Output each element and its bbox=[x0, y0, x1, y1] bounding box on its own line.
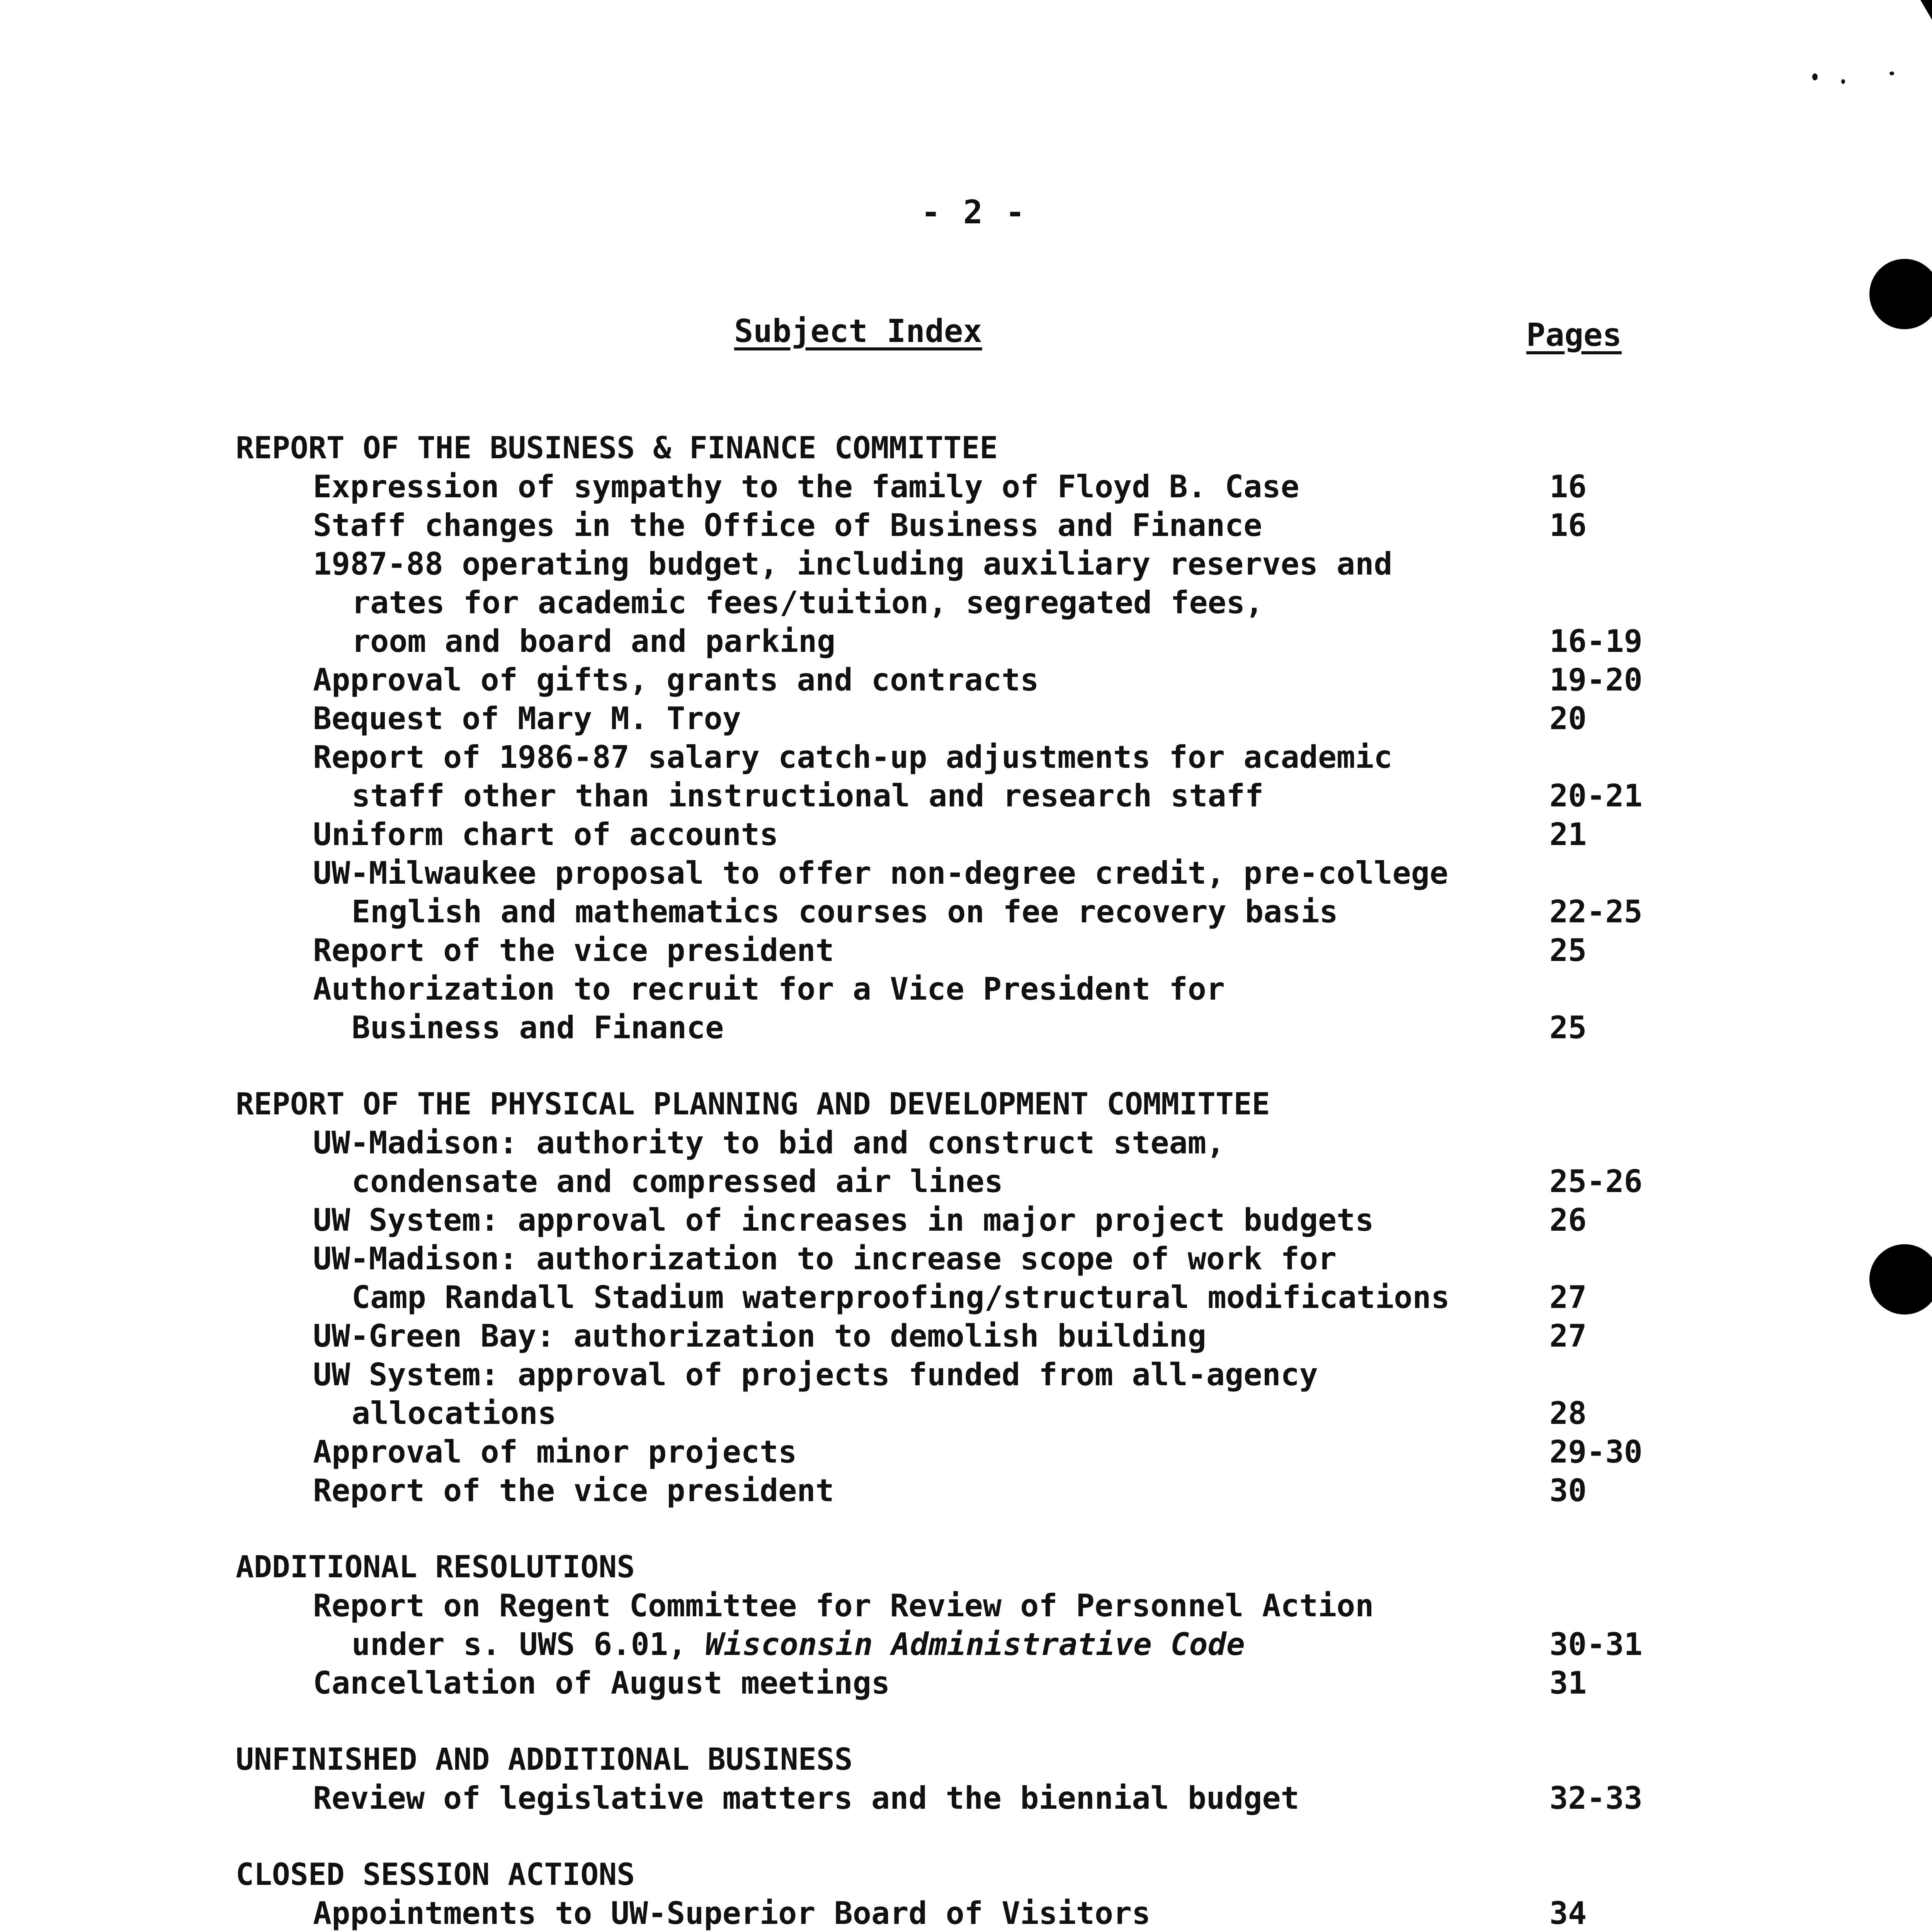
scan-speck bbox=[1841, 79, 1845, 84]
index-entry bbox=[236, 854, 1704, 931]
index-entry bbox=[236, 545, 1704, 661]
entry-text: UW-Madison: authority to bid and construct steam, bbox=[313, 1125, 1225, 1161]
index-section bbox=[236, 1855, 1704, 1932]
index-section bbox=[236, 429, 1704, 1047]
entry-text: Business and Finance bbox=[352, 1010, 724, 1046]
section-heading: CLOSED SESSION ACTIONS bbox=[236, 1857, 635, 1892]
section-heading: REPORT OF THE PHYSICAL PLANNING AND DEVELOPMENT COMMITTEE bbox=[236, 1087, 1270, 1122]
scan-corner-mark bbox=[1920, 0, 1932, 46]
index-entry bbox=[236, 1201, 1704, 1240]
entry-text: 1987-88 operating budget, including auxiliary reserves and bbox=[313, 546, 1393, 582]
entry-text: UW System: approval of projects funded from all-agency bbox=[313, 1357, 1318, 1393]
entry-page-ref: 32-33 bbox=[1549, 1780, 1643, 1816]
entry-page-ref: 30 bbox=[1549, 1473, 1587, 1509]
index-entry bbox=[236, 970, 1704, 1047]
entry-page-ref: 20-21 bbox=[1549, 778, 1643, 814]
entry-text: Approval of minor projects bbox=[313, 1434, 797, 1470]
section-heading: REPORT OF THE BUSINESS & FINANCE COMMITTEE bbox=[236, 431, 998, 466]
entry-page-ref: 31 bbox=[1549, 1665, 1587, 1701]
index-section bbox=[236, 1085, 1704, 1510]
punch-hole bbox=[1869, 259, 1932, 329]
entry-text: allocations bbox=[352, 1395, 556, 1431]
entry-text: English and mathematics courses on fee recovery basis bbox=[352, 894, 1338, 930]
entry-text: Camp Randall Stadium waterproofing/structural modifications bbox=[352, 1279, 1450, 1315]
entry-text: Appointments to UW-Superior Board of Visitors bbox=[313, 1895, 1151, 1931]
entry-page-ref: 34 bbox=[1549, 1895, 1587, 1931]
index-entry bbox=[236, 661, 1704, 699]
entry-text: Report of the vice president bbox=[313, 1473, 834, 1509]
entry-page-ref: 16-19 bbox=[1549, 623, 1643, 659]
entry-text: under s. UWS 6.01, Wisconsin Administrative Code bbox=[352, 1626, 1245, 1662]
index-entry bbox=[236, 815, 1704, 854]
entry-text: Bequest of Mary M. Troy bbox=[313, 701, 741, 736]
index-entry bbox=[236, 1317, 1704, 1355]
entry-text: Report of 1986-87 salary catch-up adjustments for academic bbox=[313, 739, 1393, 775]
index-entry bbox=[236, 1471, 1704, 1510]
entry-page-ref: 19-20 bbox=[1549, 662, 1643, 698]
entry-text: Authorization to recruit for a Vice President for bbox=[313, 971, 1225, 1007]
entry-page-ref: 28 bbox=[1549, 1395, 1587, 1431]
entry-text: Report on Regent Committee for Review of Personnel Action bbox=[313, 1588, 1374, 1624]
index-entry bbox=[236, 1433, 1704, 1471]
section-heading: UNFINISHED AND ADDITIONAL BUSINESS bbox=[236, 1742, 853, 1777]
entry-text: UW-Madison: authorization to increase scope of work for bbox=[313, 1241, 1337, 1277]
entry-page-ref: 16 bbox=[1549, 469, 1587, 505]
entry-text: Staff changes in the Office of Business and Finance bbox=[313, 507, 1262, 543]
scan-speck bbox=[1889, 71, 1894, 75]
entry-page-ref: 27 bbox=[1549, 1279, 1587, 1315]
index-entry bbox=[236, 1664, 1704, 1702]
entry-text: UW-Green Bay: authorization to demolish building bbox=[313, 1318, 1206, 1354]
entry-page-ref: 29-30 bbox=[1549, 1434, 1643, 1470]
entry-text: UW-Milwaukee proposal to offer non-degree credit, pre-college bbox=[313, 855, 1449, 891]
entry-page-ref: 25-26 bbox=[1549, 1163, 1643, 1199]
entry-page-ref: 20 bbox=[1549, 701, 1587, 736]
index-title: Subject Index bbox=[734, 313, 982, 350]
section-heading: ADDITIONAL RESOLUTIONS bbox=[236, 1550, 635, 1585]
index-entry bbox=[236, 1779, 1704, 1818]
index-entry bbox=[236, 738, 1704, 815]
entry-page-ref: 26 bbox=[1549, 1202, 1587, 1238]
index-entry bbox=[236, 931, 1704, 970]
entry-page-ref: 27 bbox=[1549, 1318, 1587, 1354]
entry-page-ref: 16 bbox=[1549, 507, 1587, 543]
entry-text: Cancellation of August meetings bbox=[313, 1665, 890, 1701]
entry-text: UW System: approval of increases in major project budgets bbox=[313, 1202, 1374, 1238]
entry-text: staff other than instructional and research staff bbox=[352, 778, 1264, 814]
entry-page-ref: 25 bbox=[1549, 1010, 1587, 1046]
punch-hole bbox=[1869, 1244, 1932, 1315]
entry-text: Expression of sympathy to the family of Floyd B. Case bbox=[313, 469, 1299, 505]
index-entry bbox=[236, 1587, 1704, 1664]
index-section bbox=[236, 1740, 1704, 1818]
entry-page-ref: 22-25 bbox=[1549, 894, 1643, 930]
page-number: - 2 - bbox=[921, 193, 1027, 231]
entry-text: Approval of gifts, grants and contracts bbox=[313, 662, 1039, 698]
scan-speck bbox=[1812, 73, 1818, 80]
index-entry bbox=[236, 468, 1704, 506]
index-entry bbox=[236, 1355, 1704, 1433]
index-entry bbox=[236, 1124, 1704, 1201]
index-entry bbox=[236, 1240, 1704, 1317]
index-entry bbox=[236, 506, 1704, 545]
index-section bbox=[236, 1548, 1704, 1702]
entry-page-ref: 21 bbox=[1549, 816, 1587, 852]
index-entry bbox=[236, 1894, 1704, 1932]
subject-index bbox=[236, 429, 1704, 1932]
entry-page-ref: 25 bbox=[1549, 932, 1587, 968]
entry-text: room and board and parking bbox=[352, 623, 836, 659]
index-entry bbox=[236, 699, 1704, 738]
entry-text: Review of legislative matters and the biennial budget bbox=[313, 1780, 1299, 1816]
entry-text: condensate and compressed air lines bbox=[352, 1163, 1003, 1199]
entry-text: Uniform chart of accounts bbox=[313, 816, 779, 852]
entry-page-ref: 30-31 bbox=[1549, 1626, 1643, 1662]
pages-column-header: Pages bbox=[1526, 317, 1622, 354]
entry-text: Report of the vice president bbox=[313, 932, 834, 968]
entry-text: rates for academic fees/tuition, segregated fees, bbox=[352, 585, 1264, 621]
